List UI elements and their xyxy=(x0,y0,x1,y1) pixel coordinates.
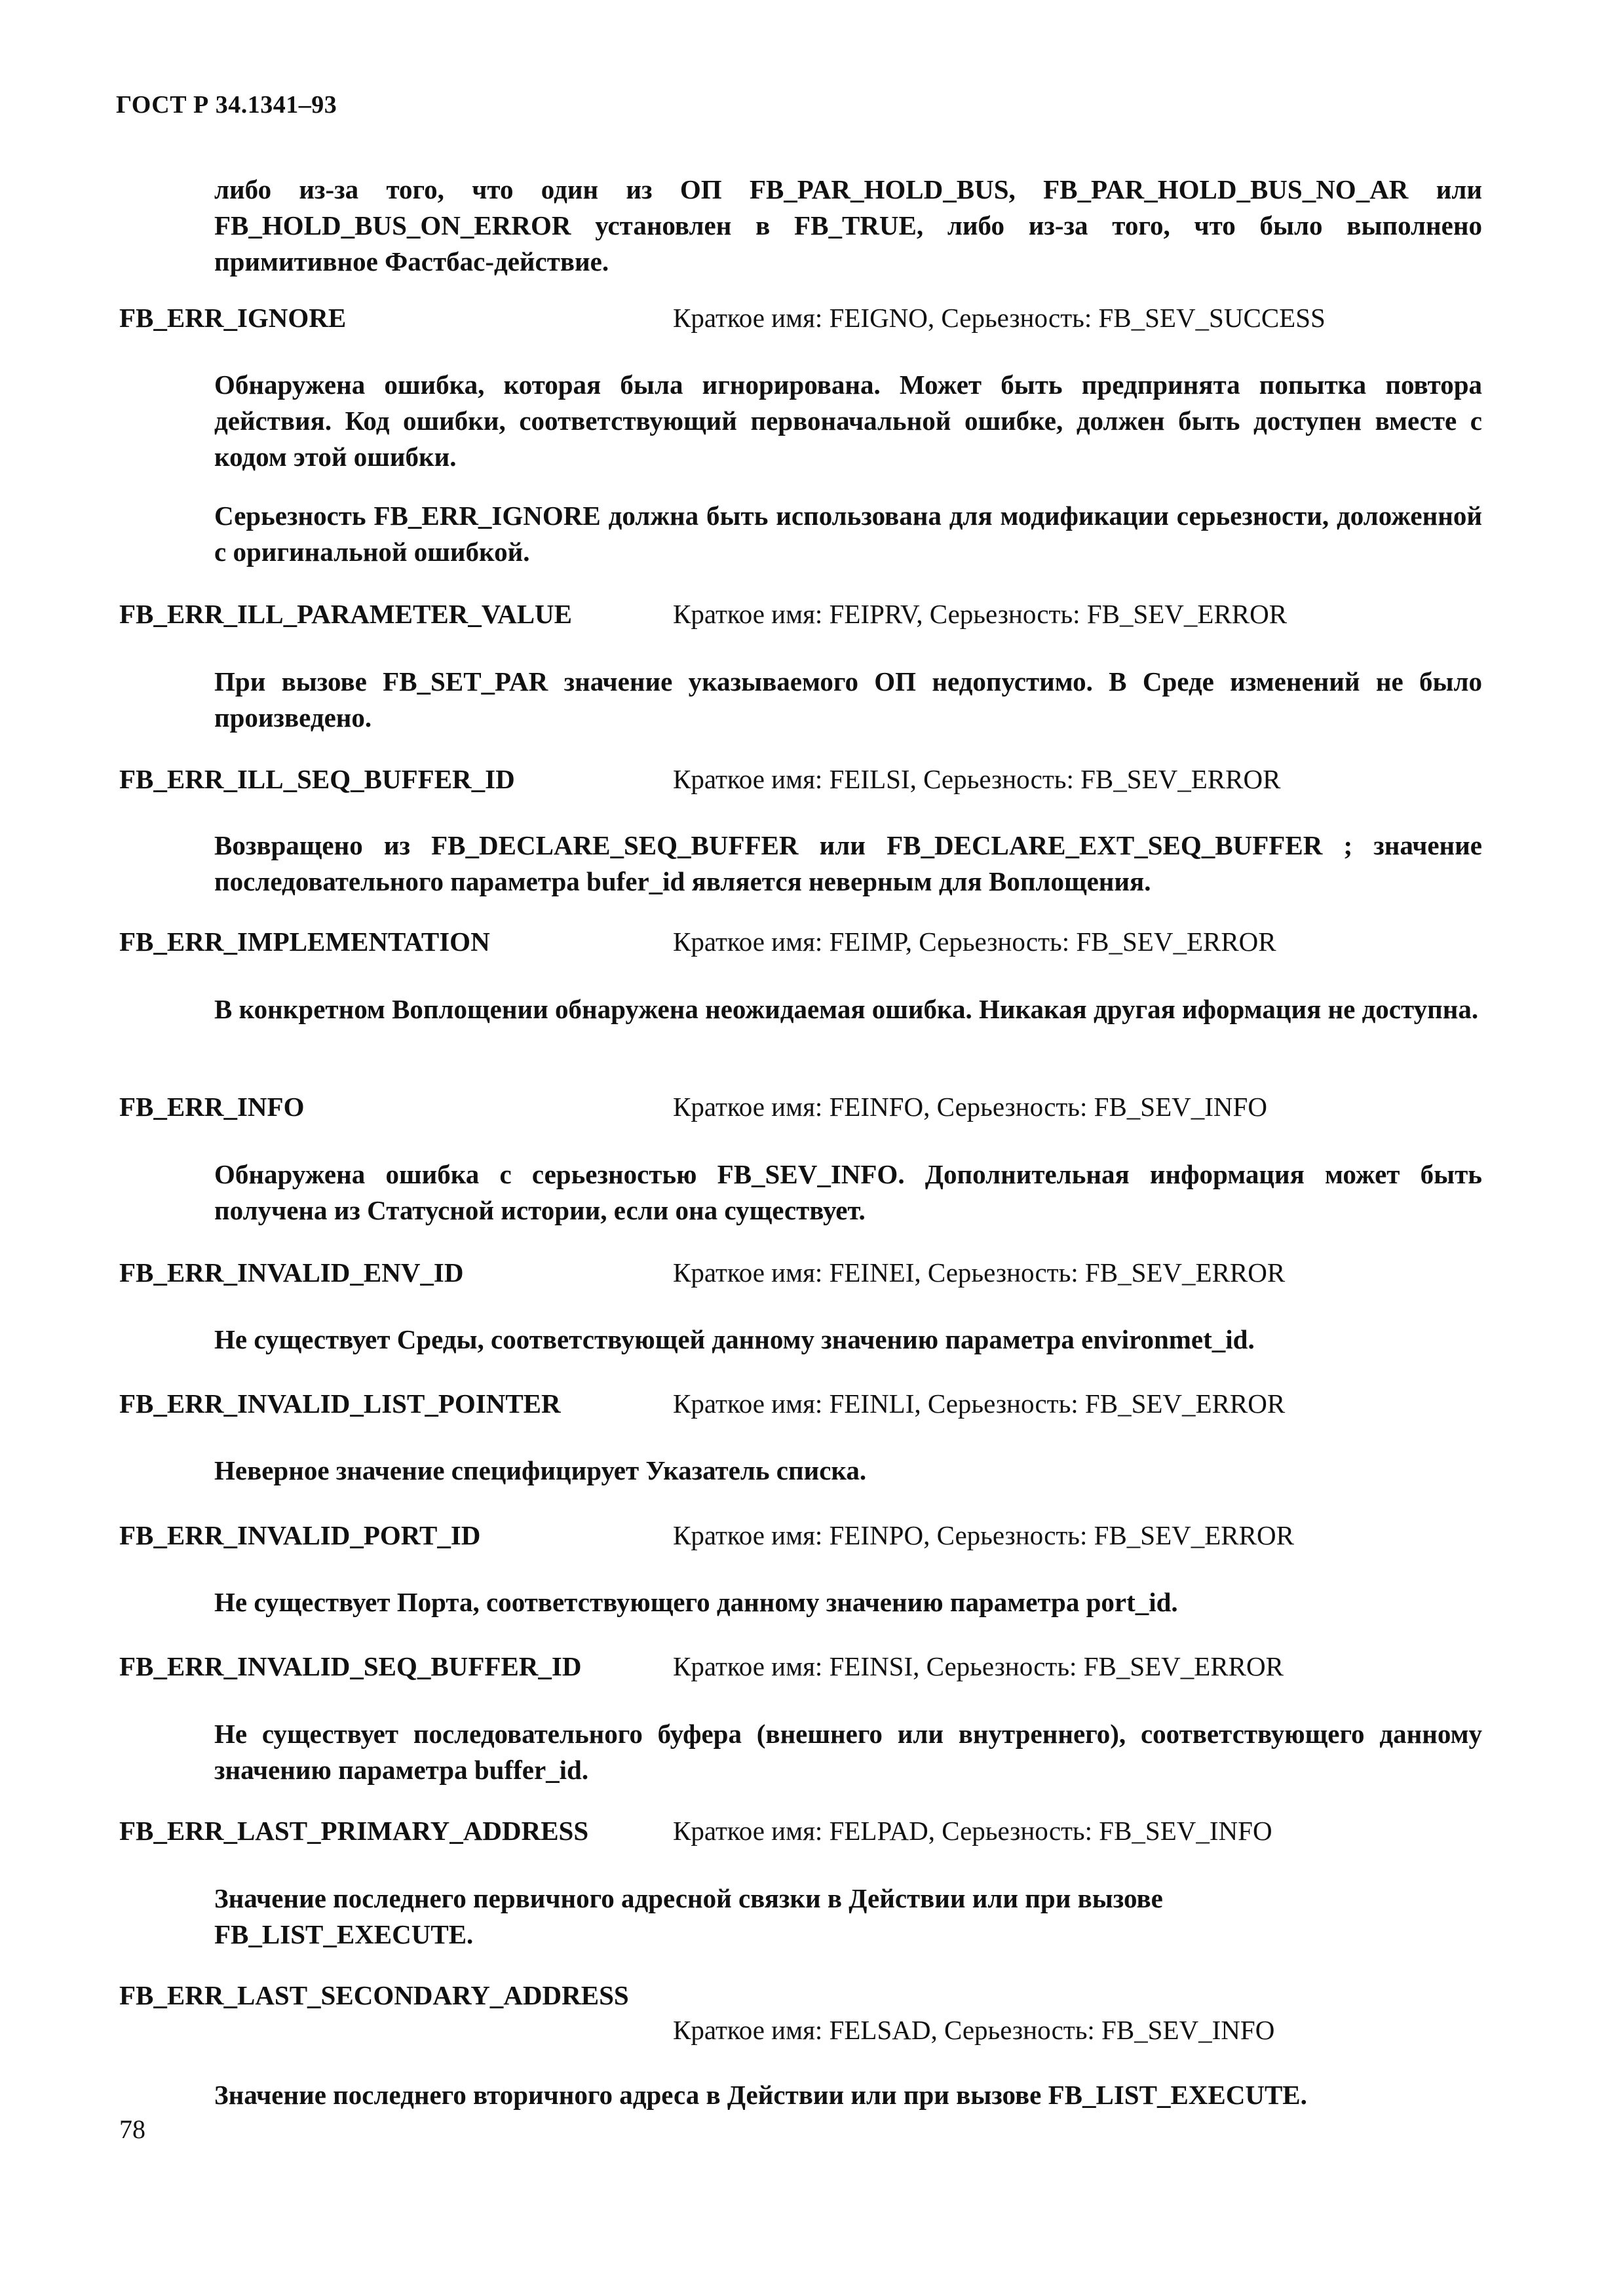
entry-description: Возвращено из FB_DECLARE_SEQ_BUFFER или FB_DECLARE_EXT_SEQ_BUFFER ; значение последовательного параметра bufer_id является неверным для Воплощения. xyxy=(214,830,1482,896)
entry-name: FB_ERR_IMPLEMENTATION xyxy=(119,927,490,957)
entry-short-name: Краткое имя: FELSAD, Серьезность: FB_SEV_INFO xyxy=(673,2015,1275,2045)
entry-short-name: Краткое имя: FEIMP, Серьезность: FB_SEV_ERROR xyxy=(673,927,1276,957)
entry-description: Не существует последовательного буфера (внешнего или внутреннего), соответствующего данному значению параметра buffer_id. xyxy=(214,1719,1482,1785)
entry-description: В конкретном Воплощении обнаружена неожидаемая ошибка. Никакая другая иформация не доступна. xyxy=(214,994,1479,1024)
entry-name: FB_ERR_INVALID_SEQ_BUFFER_ID xyxy=(119,1651,582,1681)
entry-description: Не существует Порта, соответствующего данному значению параметра port_id. xyxy=(214,1587,1178,1617)
entry-name: FB_ERR_INVALID_ENV_ID xyxy=(119,1257,464,1288)
entry-short-name: Краткое имя: FEINFO, Серьезность: FB_SEV_INFO xyxy=(673,1092,1267,1122)
entry-description: Значение последнего вторичного адреса в Действии или при вызове FB_LIST_EXECUTE. xyxy=(214,2080,1307,2110)
entry-description: Обнаружена ошибка, которая была игнорирована. Может быть предпринята попытка повтора действия. Код ошибки, соответствующий первоначальной ошибке, должен быть доступен вместе с кодом этой ошибки. xyxy=(214,370,1482,472)
entry-name: FB_ERR_ILL_SEQ_BUFFER_ID xyxy=(119,764,515,794)
entry-description: Неверное значение специфицирует Указатель списка. xyxy=(214,1455,867,1485)
entry-short-name: Краткое имя: FEIGNO, Серьезность: FB_SEV_SUCCESS xyxy=(673,303,1326,333)
entry-description: Значение последнего первичного адресной связки в Действии или при вызове FB_LIST_EXECUTE. xyxy=(214,1883,1163,1949)
entry-name: FB_ERR_ILL_PARAMETER_VALUE xyxy=(119,599,573,629)
intro-paragraph: либо из-за того, что один из ОП FB_PAR_HOLD_BUS, FB_PAR_HOLD_BUS_NO_AR или FB_HOLD_BUS_ON_ERROR установлен в FB_TRUE, либо из-за того, что было выполнено примитивное Фастбас-действие. xyxy=(214,174,1482,277)
entry-description: Не существует Среды, соответствующей данному значению параметра environmet_id. xyxy=(214,1324,1255,1354)
entry-short-name: Краткое имя: FEINPO, Серьезность: FB_SEV_ERROR xyxy=(673,1520,1294,1550)
entry-short-name: Краткое имя: FELPAD, Серьезность: FB_SEV_INFO xyxy=(673,1816,1272,1846)
entry-name: FB_ERR_INFO xyxy=(119,1092,305,1122)
entry-short-name: Краткое имя: FEIPRV, Серьезность: FB_SEV_ERROR xyxy=(673,599,1288,629)
entry-name: FB_ERR_LAST_PRIMARY_ADDRESS xyxy=(119,1816,589,1846)
entry-name: FB_ERR_IGNORE xyxy=(119,303,347,333)
entry-description: Обнаружена ошибка с серьезностью FB_SEV_INFO. Дополнительная информация может быть получена из Статусной истории, если она существует. xyxy=(214,1159,1482,1225)
entry-name: FB_ERR_INVALID_PORT_ID xyxy=(119,1520,481,1550)
entry-short-name: Краткое имя: FEILSI, Серьезность: FB_SEV_ERROR xyxy=(673,764,1281,794)
entry-description: При вызове FB_SET_PAR значение указываемого ОП недопустимо. В Среде изменений не было произведено. xyxy=(214,666,1482,733)
entry-short-name: Краткое имя: FEINLI, Серьезность: FB_SEV_ERROR xyxy=(673,1388,1286,1419)
entry-short-name: Краткое имя: FEINSI, Серьезность: FB_SEV_ERROR xyxy=(673,1651,1284,1681)
document-header: ГОСТ Р 34.1341–93 xyxy=(116,91,337,119)
page-number: 78 xyxy=(119,2114,145,2144)
entry-description: Серьезность FB_ERR_IGNORE должна быть использована для модификации серьезности, доложенной с оригинальной ошибкой. xyxy=(214,501,1482,567)
entry-name: FB_ERR_LAST_SECONDARY_ADDRESS xyxy=(119,1980,629,2010)
entry-name: FB_ERR_INVALID_LIST_POINTER xyxy=(119,1388,561,1419)
entry-short-name: Краткое имя: FEINEI, Серьезность: FB_SEV_ERROR xyxy=(673,1257,1286,1288)
